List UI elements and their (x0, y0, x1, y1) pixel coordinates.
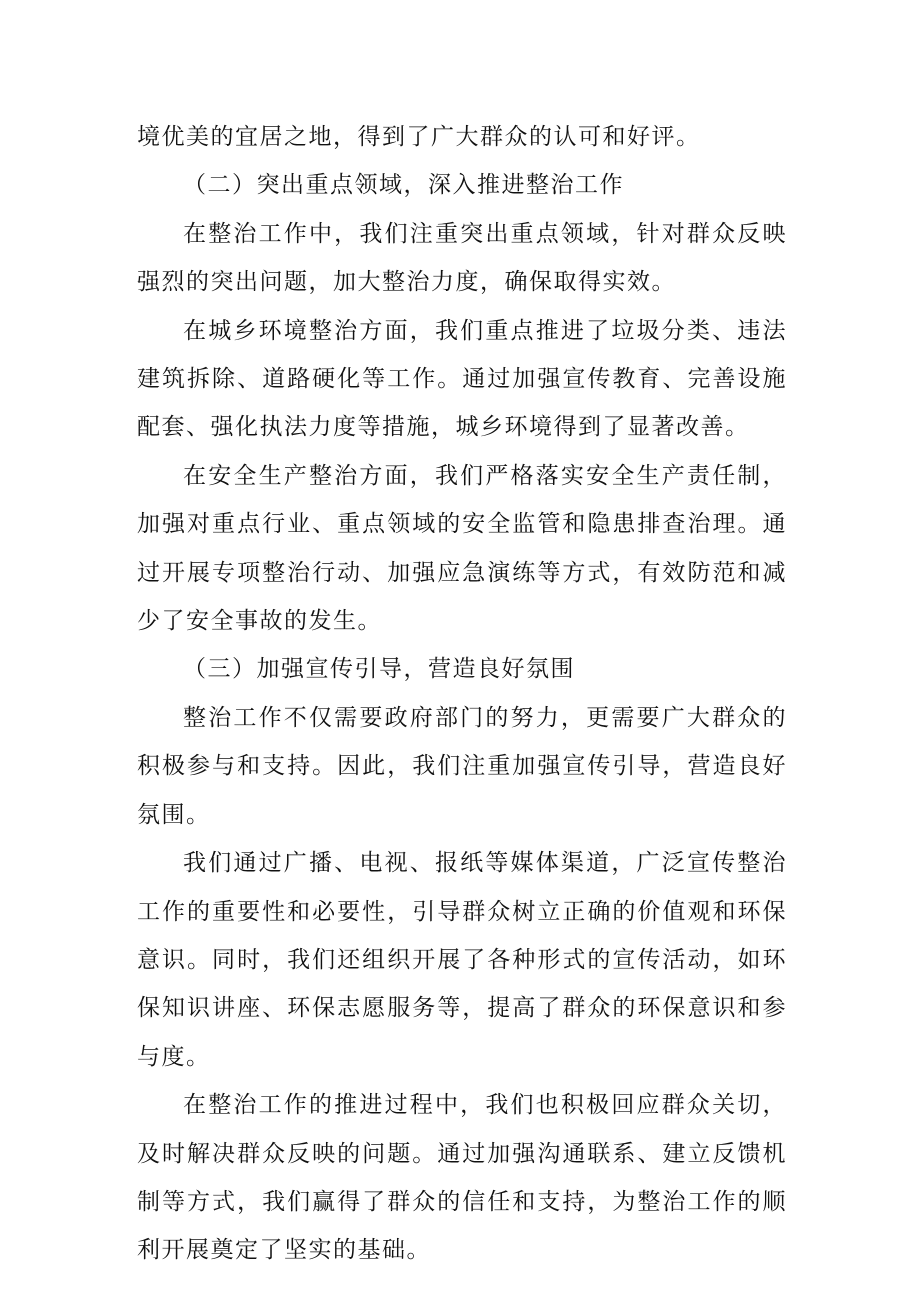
paragraph: 我们通过广播、电视、报纸等媒体渠道，广泛宣传整治工作的重要性和必要性，引导群众树立正确的价值观和环保意识。同时，我们还组织开展了各种形式的宣传活动，如环保知识讲座、环保志愿服务等，提高了群众的环保意识和参与度。 (137, 850, 787, 1070)
section-heading-2: （二）突出重点领域，深入推进整治工作 (183, 172, 624, 199)
paragraph: 在整治工作中，我们注重突出重点领域，针对群众反映强烈的突出问题，加大整治力度，确保取得实效。 (137, 220, 787, 296)
paragraph: 整治工作不仅需要政府部门的努力，更需要广大群众的积极参与和支持。因此，我们注重加强宣传引导，营造良好氛围。 (137, 704, 787, 828)
paragraph: 在安全生产整治方面，我们严格落实安全生产责任制，加强对重点行业、重点领域的安全监管和隐患排查治理。通过开展专项整治行动、加强应急演练等方式，有效防范和减少了安全事故的发生。 (137, 462, 787, 635)
paragraph: 在城乡环境整治方面，我们重点推进了垃圾分类、违法建筑拆除、道路硬化等工作。通过加强宣传教育、完善设施配套、强化执法力度等措施，城乡环境得到了显著改善。 (137, 317, 787, 441)
document-body (137, 113, 787, 1275)
paragraph: 在整治工作的推进过程中，我们也积极回应群众关切，及时解决群众反映的问题。通过加强沟通联系、建立反馈机制等方式，我们赢得了群众的信任和支持，为整治工作的顺利开展奠定了坚实的基础。 (137, 1092, 787, 1264)
section-heading-3: （三）加强宣传引导，营造良好氛围 (183, 656, 575, 683)
paragraph-continuation: 境优美的宜居之地，得到了广大群众的认可和好评。 (137, 124, 701, 150)
